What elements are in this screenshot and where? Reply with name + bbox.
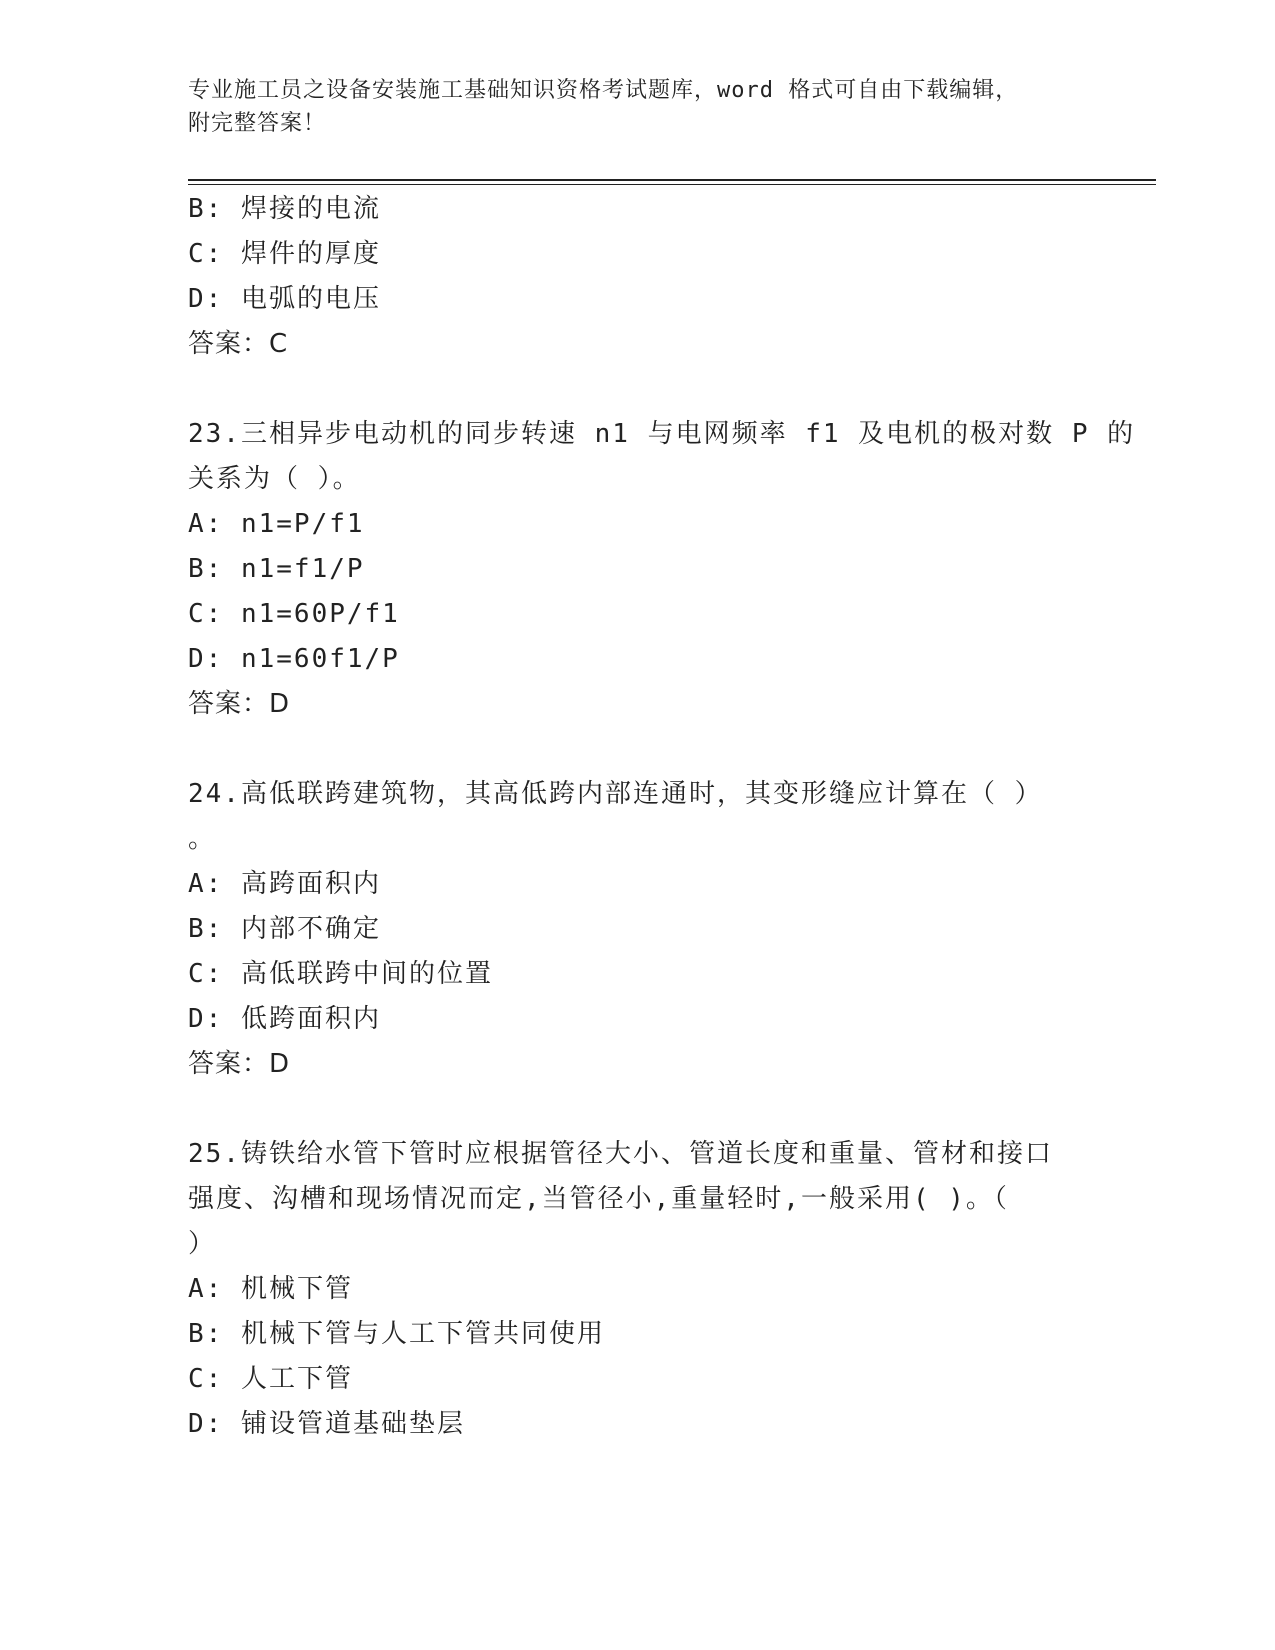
q24-stem-line-1: 24.高低联跨建筑物，其高低跨内部连通时，其变形缝应计算在（ ） — [188, 779, 1043, 809]
document-header — [188, 74, 1088, 140]
q25-stem-line-1: 25.铸铁给水管下管时应根据管径大小、管道长度和重量、管材和接口 — [188, 1139, 1053, 1169]
q22-option-c: C: 焊件的厚度 — [188, 239, 381, 269]
q23-stem-line-2: 关系为（ ）。 — [188, 464, 361, 494]
q25-option-a: A: 机械下管 — [188, 1274, 353, 1304]
header-line-2: 附完整答案！ — [188, 111, 327, 136]
q22-answer: 答案：C — [188, 329, 289, 359]
q23-answer: 答案：D — [188, 689, 291, 719]
q23-option-c: C: n1=60P/f1 — [188, 599, 400, 629]
q23-option-b: B: n1=f1/P — [188, 554, 365, 584]
q24-option-c: C: 高低联跨中间的位置 — [188, 959, 493, 989]
q24-answer: 答案：D — [188, 1049, 291, 1079]
q23-option-a: A: n1=P/f1 — [188, 509, 365, 539]
q24-stem-line-2: 。 — [188, 824, 217, 854]
header-line-1: 专业施工员之设备安装施工基础知识资格考试题库，word 格式可自由下载编辑， — [188, 78, 1019, 103]
q22-option-d: D: 电弧的电压 — [188, 284, 381, 314]
q24-option-b: B: 内部不确定 — [188, 914, 381, 944]
q24-option-a: A: 高跨面积内 — [188, 869, 381, 899]
q25-option-b: B: 机械下管与人工下管共同使用 — [188, 1319, 605, 1349]
q22-option-b: B: 焊接的电流 — [188, 194, 381, 224]
q23-option-d: D: n1=60f1/P — [188, 644, 400, 674]
q25-option-c: C: 人工下管 — [188, 1364, 353, 1394]
q25-stem-line-3: ） — [188, 1229, 217, 1259]
q25-option-d: D: 铺设管道基础垫层 — [188, 1409, 465, 1439]
header-divider — [188, 179, 1156, 185]
q24-option-d: D: 低跨面积内 — [188, 1004, 381, 1034]
q23-stem-line-1: 23.三相异步电动机的同步转速 n1 与电网频率 f1 及电机的极对数 P 的 — [188, 419, 1136, 449]
q25-stem-line-2: 强度、沟槽和现场情况而定,当管径小,重量轻时,一般采用( )。（ — [188, 1184, 1009, 1214]
